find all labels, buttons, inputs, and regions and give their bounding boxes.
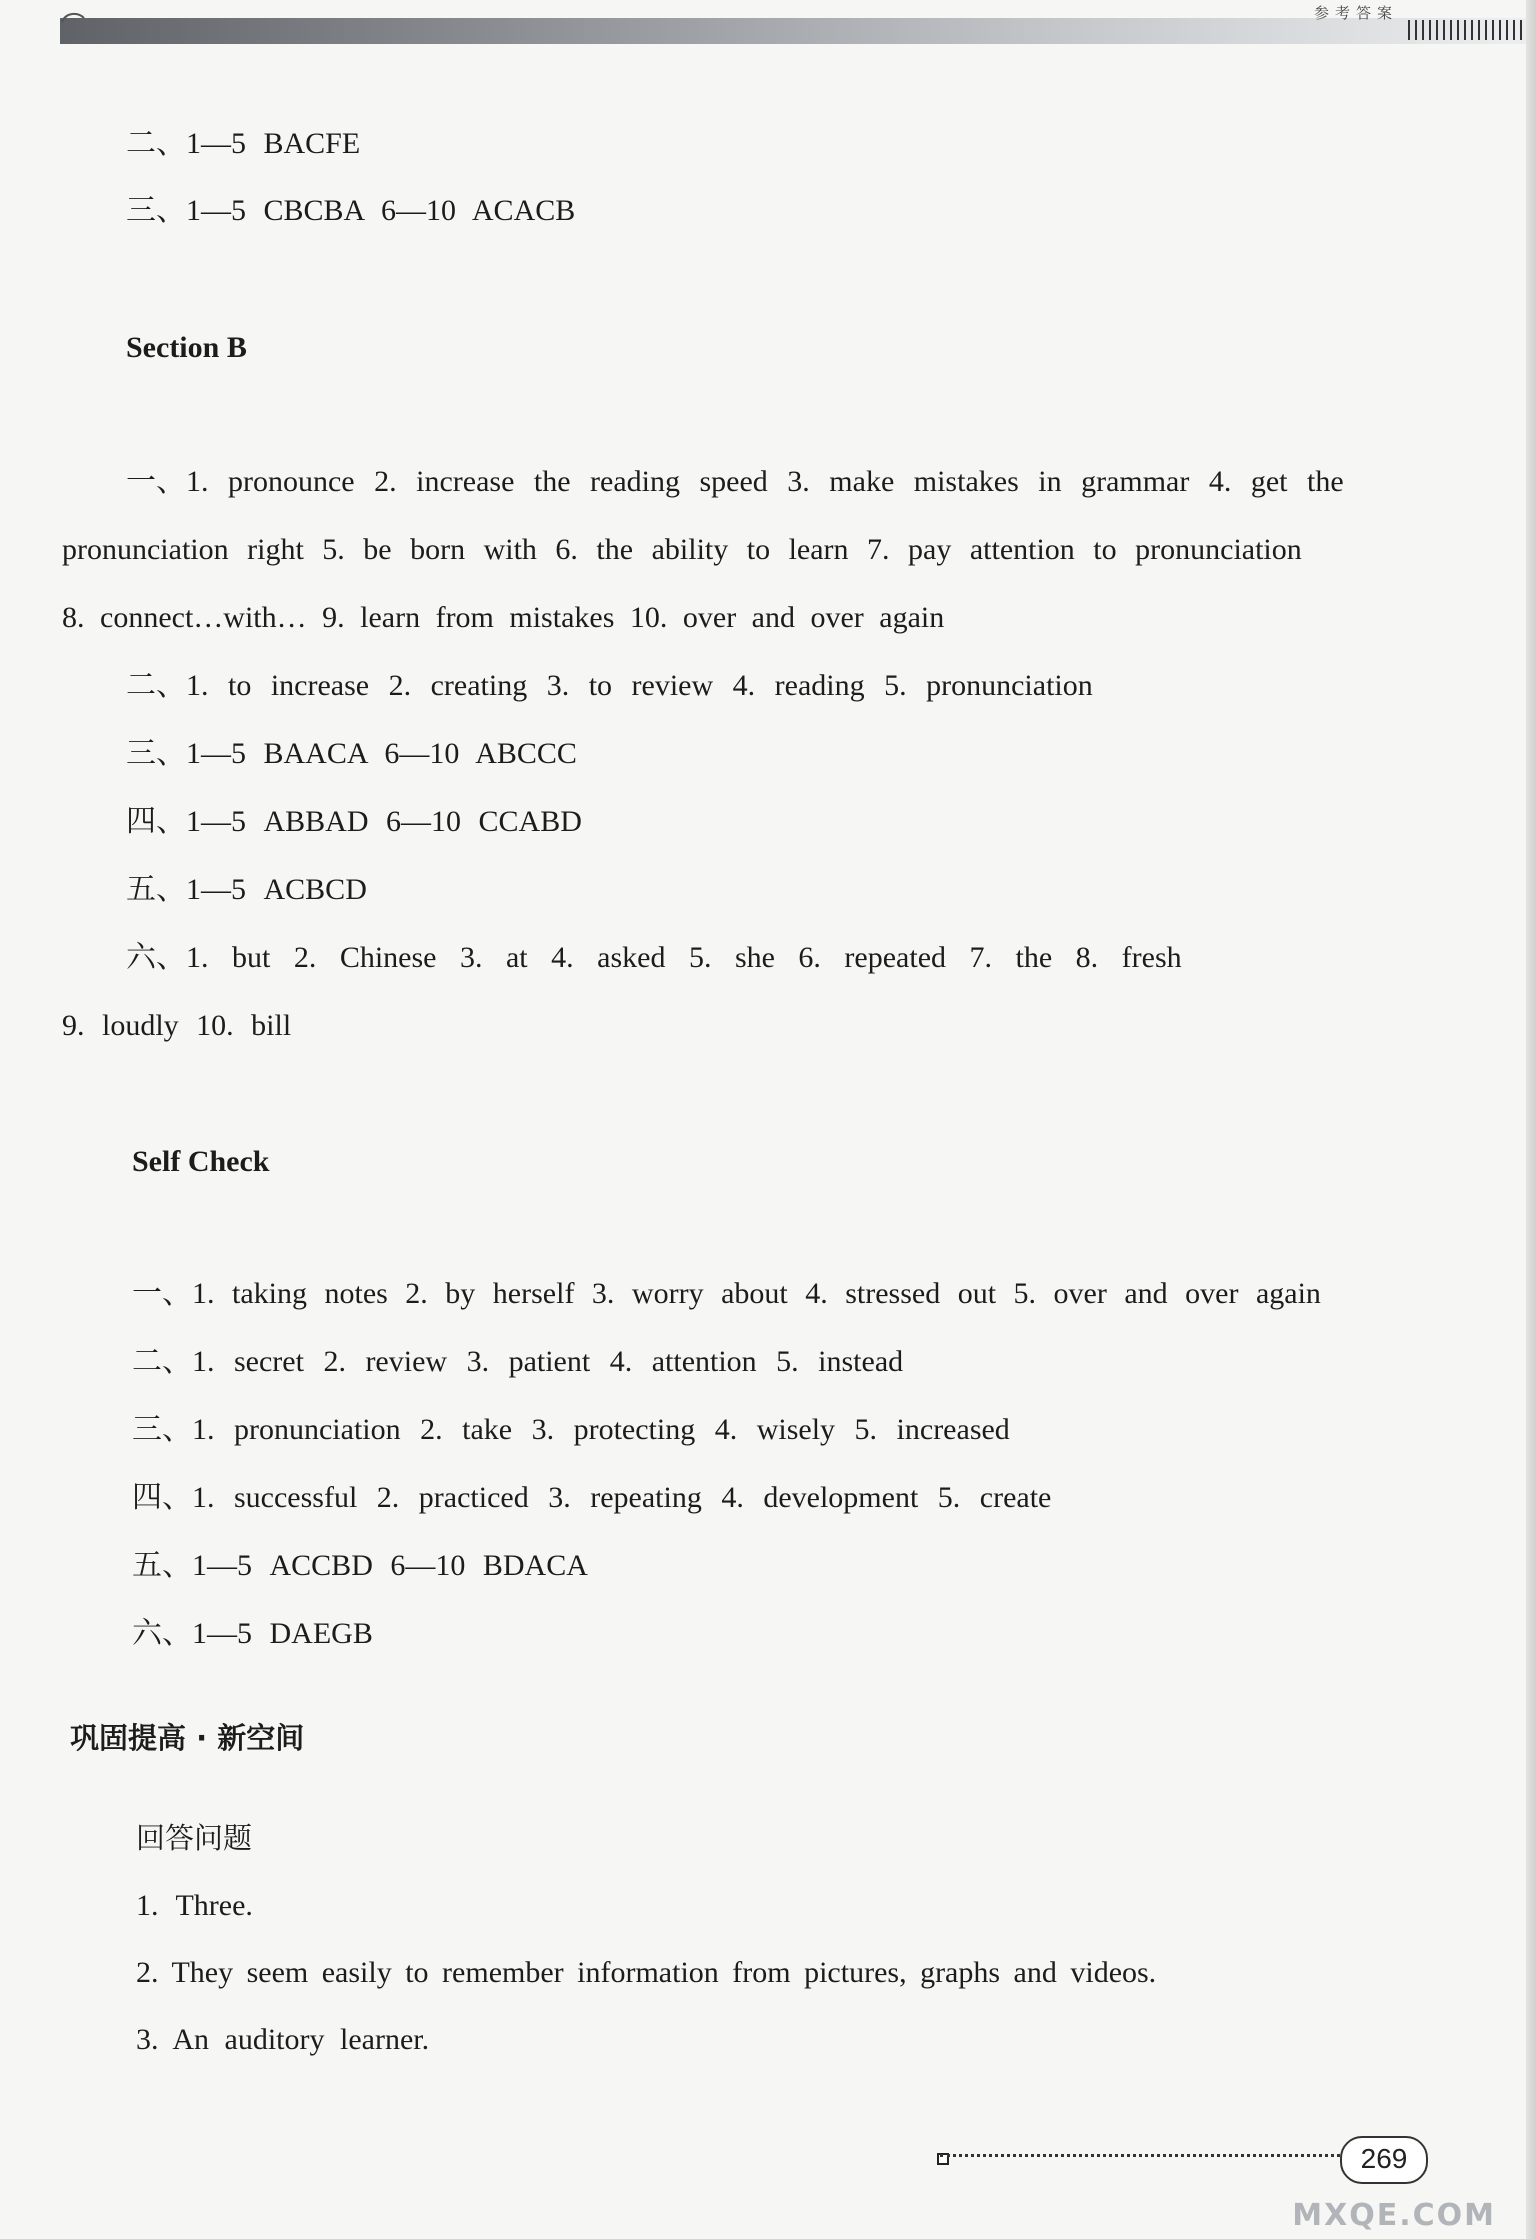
answer-line: 8. connect…with… 9. learn from mistakes 10. over and over again [62,601,945,634]
answer-line: 六、1. but 2. Chinese 3. at 4. asked 5. she 6. repeated 7. the 8. fresh [126,941,1182,974]
answer-line: 四、1. successful 2. practiced 3. repeating 4. development 5. create [132,1481,1052,1514]
section-heading: Self Check [132,1145,270,1178]
header-barcode-decoration [1408,20,1528,40]
answer-line: 二、1. secret 2. review 3. patient 4. attention 5. instead [132,1345,904,1378]
footer-dotted-rule [940,2148,1340,2157]
answer-line: 1. Three. [136,1889,253,1922]
answer-line: 三、1. pronunciation 2. take 3. protecting 4. wisely 5. increased [132,1413,1010,1446]
answer-line: 二、1. to increase 2. creating 3. to review 4. reading 5. pronunciation [126,669,1093,702]
watermark: MXQE.COM [1292,2198,1496,2233]
header-band [60,4,1528,44]
corner-swirl-icon [60,12,90,24]
answer-line: 五、1—5 ACBCD [126,873,367,906]
answer-line: 三、1—5 CBCBA 6—10 ACACB [126,194,576,227]
answer-line: 一、1. pronounce 2. increase the reading speed 3. make mistakes in grammar 4. get the [126,465,1344,498]
answer-line: 五、1—5 ACCBD 6—10 BDACA [132,1549,588,1582]
answer-line: 三、1—5 BAACA 6—10 ABCCC [126,737,577,770]
chapter-heading: 巩固提高 · 新空间 [70,1721,305,1755]
answer-line: 一、1. taking notes 2. by herself 3. worry about 4. stressed out 5. over and over again [132,1277,1321,1310]
answer-line: 四、1—5 ABBAD 6—10 CCABD [126,805,582,838]
subsection-heading: 回答问题 [136,1821,253,1855]
page-number: 269 [1340,2136,1428,2184]
answer-line: pronunciation right 5. be born with 6. the ability to learn 7. pay attention to pronunciation [62,533,1302,566]
page-edge [1526,0,1536,2239]
section-heading: Section B [126,331,247,364]
answer-line: 9. loudly 10. bill [62,1009,292,1042]
header-label: 参考答案 [1313,4,1398,22]
answer-line: 二、1—5 BACFE [126,127,361,160]
answer-line: 2. They seem easily to remember information from pictures, graphs and videos. [136,1956,1157,1989]
answer-line: 3. An auditory learner. [136,2023,430,2056]
answer-line: 六、1—5 DAEGB [132,1617,373,1650]
